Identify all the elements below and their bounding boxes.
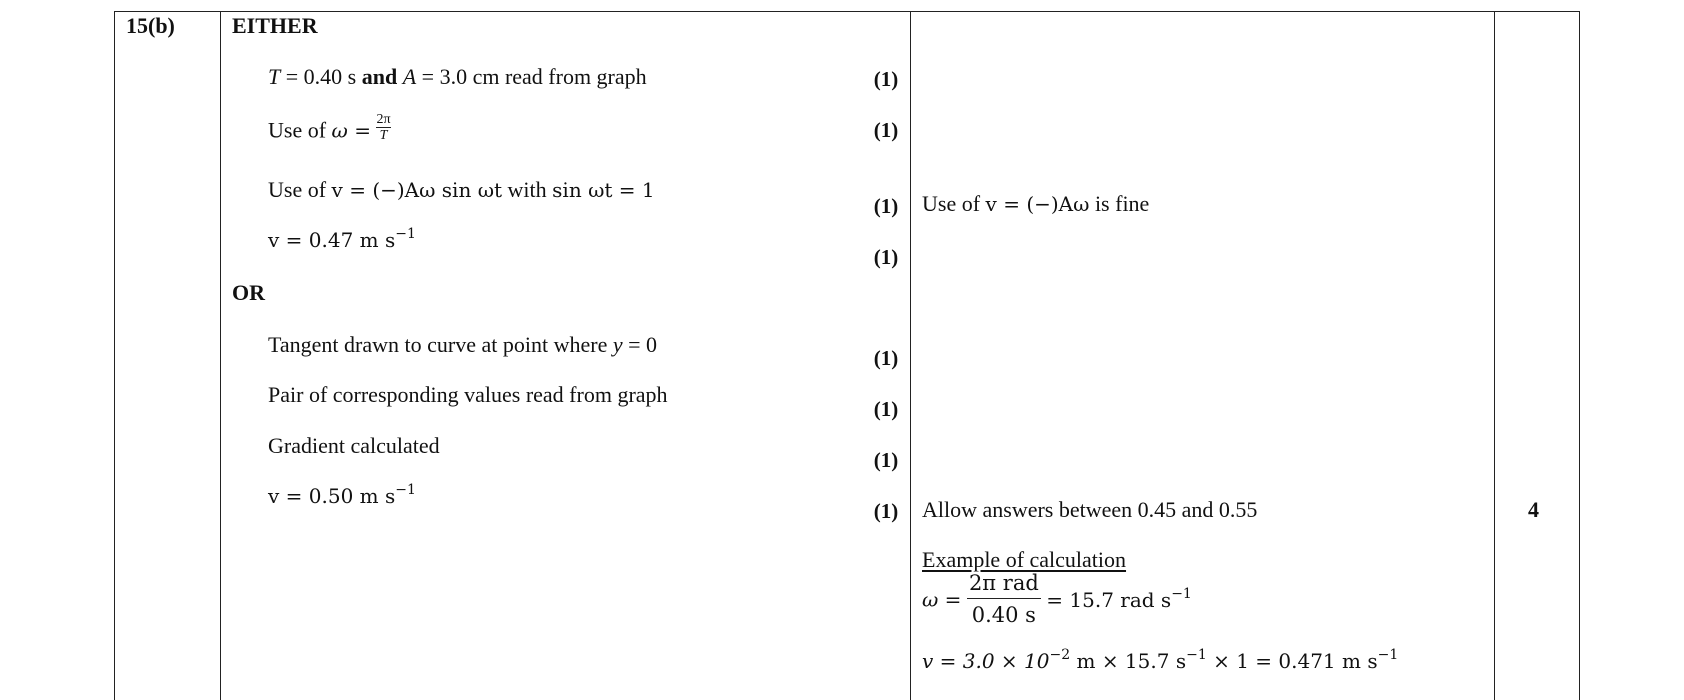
velocity-result: v = 0.50 m s: [268, 484, 396, 508]
example-heading-text: Example of calculation: [922, 547, 1127, 572]
omega-result: [1046, 585, 1192, 612]
velocity-result: v = 0.47 m s: [268, 228, 396, 252]
unit-exponent: −1: [395, 226, 416, 242]
amplitude-symbol: A: [402, 64, 417, 89]
either-heading: EITHER: [232, 13, 318, 38]
velocity-expression: v = (−)Aω: [985, 192, 1090, 216]
velocity-calc-part-2: m × 15.7 s: [1070, 649, 1187, 673]
omega-result-value: = 15.7 rad s: [1046, 587, 1172, 612]
y-symbol: y: [612, 332, 623, 357]
omega-lhs: ω =: [922, 587, 962, 612]
fraction-numerator: 2π rad: [967, 572, 1041, 599]
sine-condition: sin ωt = 1: [552, 178, 655, 202]
question-number: 15(b): [126, 13, 175, 38]
mark-4: (1): [873, 245, 899, 269]
exponent-2: −1: [1186, 647, 1207, 663]
or-line-1: [268, 334, 657, 356]
example-calc-line-2: [922, 647, 1399, 673]
fraction-numerator: 2π: [376, 112, 391, 127]
with-text: with: [502, 177, 553, 202]
mark-1: (1): [873, 67, 899, 91]
fraction-denominator: T: [379, 128, 388, 144]
exponent-1: −2: [1049, 647, 1071, 663]
total-mark: 4: [1528, 497, 1539, 522]
use-of-text: Use of: [268, 177, 332, 202]
table-right-border: [1579, 11, 1580, 700]
use-of-text: Use of: [268, 117, 332, 143]
period-value: = 0.40 s: [285, 64, 357, 89]
table-top-border: [114, 11, 1579, 12]
velocity-equation: v = (−)Aω sin ωt: [331, 178, 503, 202]
column-divider-guidance: [1494, 11, 1495, 700]
omega-equation: ω =: [331, 118, 371, 143]
either-line-4: [268, 226, 416, 252]
period-symbol: T: [268, 64, 281, 89]
or-line-4: [268, 482, 416, 508]
mark-8: (1): [873, 499, 899, 523]
mark-2: (1): [873, 118, 899, 142]
is-fine-text: is fine: [1089, 191, 1150, 216]
either-line-1: [268, 66, 647, 88]
and-word: and: [361, 64, 398, 89]
use-of-text: Use of: [922, 191, 986, 216]
omega-fraction: [967, 572, 1041, 627]
tangent-text: Tangent drawn to curve at point where: [268, 332, 613, 357]
example-calc-line-1: [922, 572, 1192, 627]
exponent-3: −1: [1377, 647, 1399, 663]
velocity-calc-part-1: v = 3.0 × 10: [922, 649, 1050, 673]
guidance-note-2: Allow answers between 0.45 and 0.55: [922, 497, 1258, 522]
amplitude-value: = 3.0 cm read from graph: [421, 64, 647, 89]
unit-exponent: −1: [1171, 585, 1192, 602]
mark-3: (1): [873, 194, 899, 218]
omega-fraction: [376, 112, 390, 144]
column-divider-answer: [910, 11, 911, 700]
mark-6: (1): [873, 397, 899, 421]
either-line-3: [268, 179, 655, 201]
or-heading: OR: [232, 280, 265, 305]
mark-5: (1): [873, 346, 899, 370]
mark-7: (1): [873, 448, 899, 472]
example-heading: [922, 549, 1126, 571]
fraction-denominator: 0.40 s: [971, 603, 1036, 628]
guidance-note-1: [922, 193, 1149, 215]
or-line-3: Gradient calculated: [268, 433, 440, 458]
column-divider-question: [220, 11, 221, 700]
either-line-2: [268, 112, 391, 144]
or-line-2: Pair of corresponding values read from graph: [268, 382, 668, 407]
velocity-calc-part-3: × 1 = 0.471 m s: [1206, 649, 1378, 673]
table-left-border: [114, 11, 115, 700]
y-value: = 0: [622, 332, 658, 357]
unit-exponent: −1: [395, 482, 416, 498]
